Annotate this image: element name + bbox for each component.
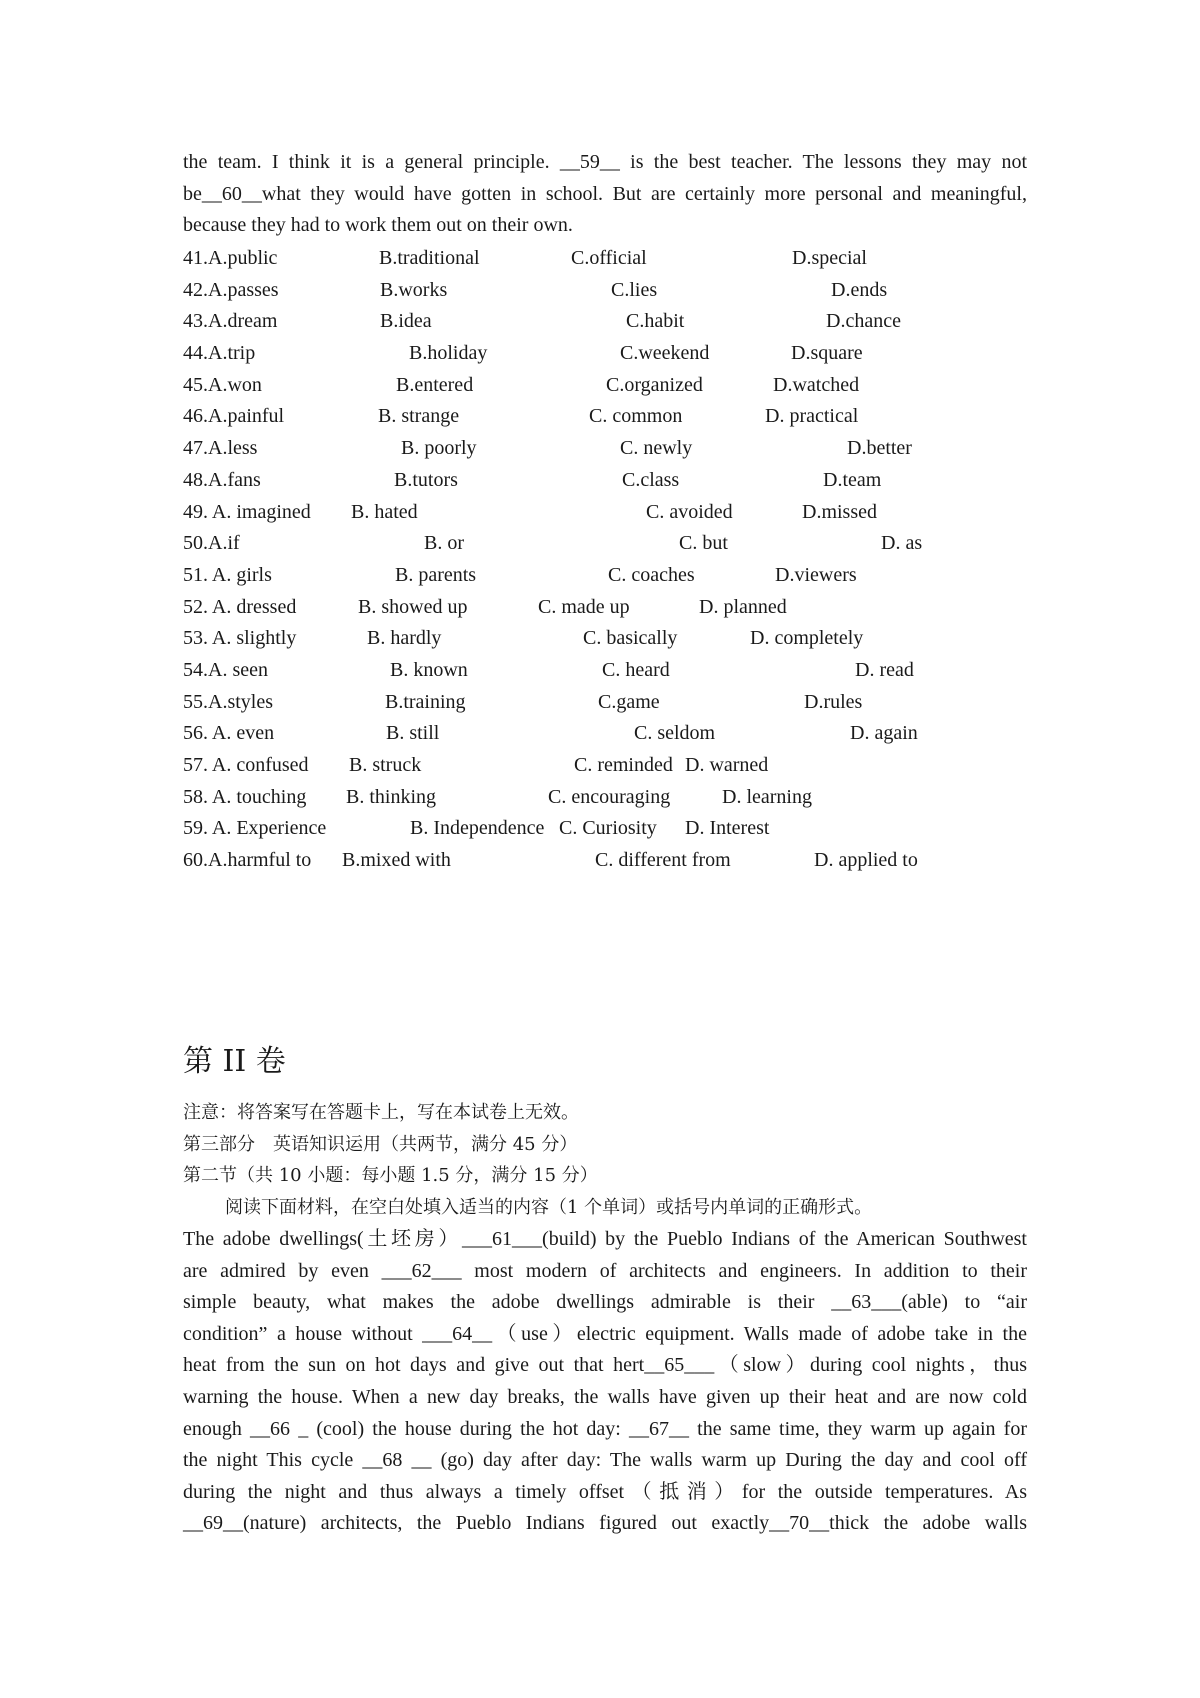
option-row	[183, 592, 1027, 624]
option-b: B. strange	[378, 405, 460, 428]
option-row	[183, 275, 1027, 307]
option-c: C.habit	[626, 310, 685, 333]
passage-line: __69__(nature) architects, the Pueblo Indians figured out exactly__70__thick the adobe walls	[183, 1512, 1027, 1535]
passage-line: are admired by even ___62___ most modern of architects and engineers. In addition to their	[183, 1259, 1027, 1282]
option-a: 43.A.dream	[183, 310, 278, 333]
option-b: B. thinking	[346, 785, 437, 808]
option-a: 44.A.trip	[183, 342, 256, 365]
option-d: D. read	[855, 658, 914, 681]
option-row	[183, 370, 1027, 402]
section-title: 第 II 卷	[183, 1044, 286, 1079]
option-b: B. or	[424, 532, 464, 555]
option-a: 53. A. slightly	[183, 627, 297, 650]
option-d: D.special	[792, 247, 867, 269]
option-row	[183, 813, 1027, 845]
option-c: C. but	[679, 532, 728, 555]
option-a: 52. A. dressed	[183, 595, 297, 618]
option-row	[183, 655, 1027, 687]
intro-paragraph	[183, 147, 1027, 242]
option-d: D. planned	[699, 595, 787, 618]
passage-line: condition” a house without ___64__（use）electric equipment. Walls made of adobe take in the	[183, 1322, 1027, 1345]
option-a: 55.A.styles	[183, 690, 273, 713]
option-row	[183, 845, 1027, 877]
option-a: 56. A. even	[183, 722, 275, 745]
option-row	[183, 718, 1027, 750]
option-row	[183, 306, 1027, 338]
option-b: B. Independence	[410, 817, 545, 840]
option-c: C. basically	[583, 627, 678, 650]
instructions	[183, 1097, 1027, 1223]
option-a: 50.A.if	[183, 532, 240, 555]
option-d: D.missed	[802, 500, 877, 523]
intro-line: the team. I think it is a general principle. __59__ is the best teacher. The lessons they may not	[183, 151, 1027, 173]
option-b: B. known	[390, 658, 468, 681]
option-a: 58. A. touching	[183, 785, 307, 808]
option-row	[183, 687, 1027, 719]
option-c: C. encouraging	[548, 785, 671, 808]
option-c: C. reminded	[574, 754, 673, 776]
option-d: D. Interest	[685, 817, 770, 840]
option-c: C. seldom	[634, 722, 716, 745]
option-c: C.weekend	[620, 342, 710, 365]
option-d: D.viewers	[775, 563, 857, 586]
option-a: 42.A.passes	[183, 278, 279, 301]
option-a: 47.A.less	[183, 437, 258, 460]
option-a: 41.A.public	[183, 247, 278, 269]
option-a: 46.A.painful	[183, 405, 285, 428]
option-row	[183, 465, 1027, 497]
option-b: B.entered	[396, 373, 474, 396]
option-b: B. parents	[395, 563, 477, 586]
option-a: 45.A.won	[183, 373, 262, 396]
passage-line: simple beauty, what makes the adobe dwellings admirable is their __63___(able) to “air	[183, 1291, 1027, 1314]
passage-line: the night This cycle __68 __ (go) day after day: The walls warm up During the day and cool off	[183, 1449, 1027, 1472]
task-instruction: 阅读下面材料，在空白处填入适当的内容（1 个单词）或括号内单词的正确形式。	[225, 1196, 873, 1218]
passage-line: heat from the sun on hot days and give out that hert__65___（slow）during cool nights，thus	[183, 1354, 1027, 1377]
option-d: D. as	[881, 532, 923, 555]
option-b: B.holiday	[409, 342, 488, 365]
option-d: D. practical	[765, 405, 859, 428]
option-a: 57. A. confused	[183, 754, 309, 776]
option-b: B.traditional	[379, 247, 480, 269]
option-b: B. hardly	[367, 627, 442, 650]
option-d: D. warned	[685, 754, 769, 776]
option-d: D.square	[791, 342, 863, 365]
intro-line: be__60__what they would have gotten in school. But are certainly more personal and meaningful,	[183, 182, 1027, 205]
option-b: B. struck	[349, 754, 422, 776]
part-heading: 第三部分 英语知识运用（共两节，满分 45 分）	[183, 1133, 578, 1155]
option-row	[183, 433, 1027, 465]
option-d: D.watched	[773, 373, 860, 396]
option-d: D.team	[823, 468, 882, 491]
passage-line: during the night and thus always a timely offset（抵消）for the outside temperatures. As	[183, 1480, 1027, 1503]
passage-line: warning the house. When a new day breaks, the walls have given up their heat and are now cold	[183, 1385, 1027, 1408]
intro-line: because they had to work them out on their own.	[183, 214, 573, 237]
option-b: B.works	[380, 278, 448, 301]
option-row	[183, 528, 1027, 560]
option-row	[183, 497, 1027, 529]
option-d: D.rules	[804, 690, 863, 713]
option-a: 54.A. seen	[183, 658, 268, 681]
option-c: C. heard	[602, 658, 670, 681]
option-c: C.official	[571, 247, 647, 269]
option-d: D. completely	[750, 627, 864, 650]
option-row	[183, 750, 1027, 782]
option-row	[183, 623, 1027, 655]
option-c: C.game	[598, 690, 660, 713]
option-c: C.lies	[611, 278, 658, 301]
option-d: D.ends	[831, 278, 888, 301]
option-b: B.tutors	[394, 468, 458, 491]
passage-line: The adobe dwellings(土坯房）___61___(build) by the Pueblo Indians of the American Southwest	[183, 1228, 1027, 1250]
option-c: C. Curiosity	[559, 817, 657, 840]
instruction-note: 注意：将答案写在答题卡上，写在本试卷上无效。	[183, 1102, 579, 1123]
option-b: B.training	[385, 690, 466, 713]
option-b: B. poorly	[401, 437, 477, 460]
option-c: C. common	[589, 405, 683, 428]
option-b: B.idea	[380, 310, 432, 333]
option-d: D.better	[847, 437, 912, 460]
option-b: B. hated	[351, 500, 418, 523]
option-d: D. again	[850, 722, 918, 745]
option-c: C. made up	[538, 595, 630, 618]
option-row	[183, 338, 1027, 370]
option-a: 59. A. Experience	[183, 817, 327, 840]
option-c: C.class	[622, 468, 680, 491]
option-a: 60.A.harmful to	[183, 849, 312, 872]
option-d: D.chance	[826, 310, 901, 333]
section-heading: 第二节（共 10 小题：每小题 1.5 分，满分 15 分）	[183, 1165, 598, 1187]
option-row	[183, 401, 1027, 433]
option-d: D. learning	[722, 785, 812, 808]
option-c: C. avoided	[646, 500, 733, 523]
option-b: B.mixed with	[342, 849, 451, 872]
option-a: 51. A. girls	[183, 563, 272, 586]
option-d: D. applied to	[814, 849, 918, 872]
option-b: B. showed up	[358, 595, 468, 618]
option-row	[183, 560, 1027, 592]
reading-passage	[183, 1224, 1027, 1540]
option-c: C. newly	[620, 437, 693, 460]
options-list	[183, 243, 1027, 877]
option-row	[183, 782, 1027, 814]
passage-line: enough __66 _ (cool) the house during the hot day: __67__ the same time, they warm up again for	[183, 1417, 1027, 1440]
option-a: 49. A. imagined	[183, 500, 311, 523]
option-c: C. different from	[595, 849, 731, 872]
option-c: C. coaches	[608, 563, 695, 586]
option-row	[183, 243, 1027, 275]
option-a: 48.A.fans	[183, 468, 261, 491]
option-b: B. still	[386, 722, 440, 745]
option-c: C.organized	[606, 373, 703, 396]
